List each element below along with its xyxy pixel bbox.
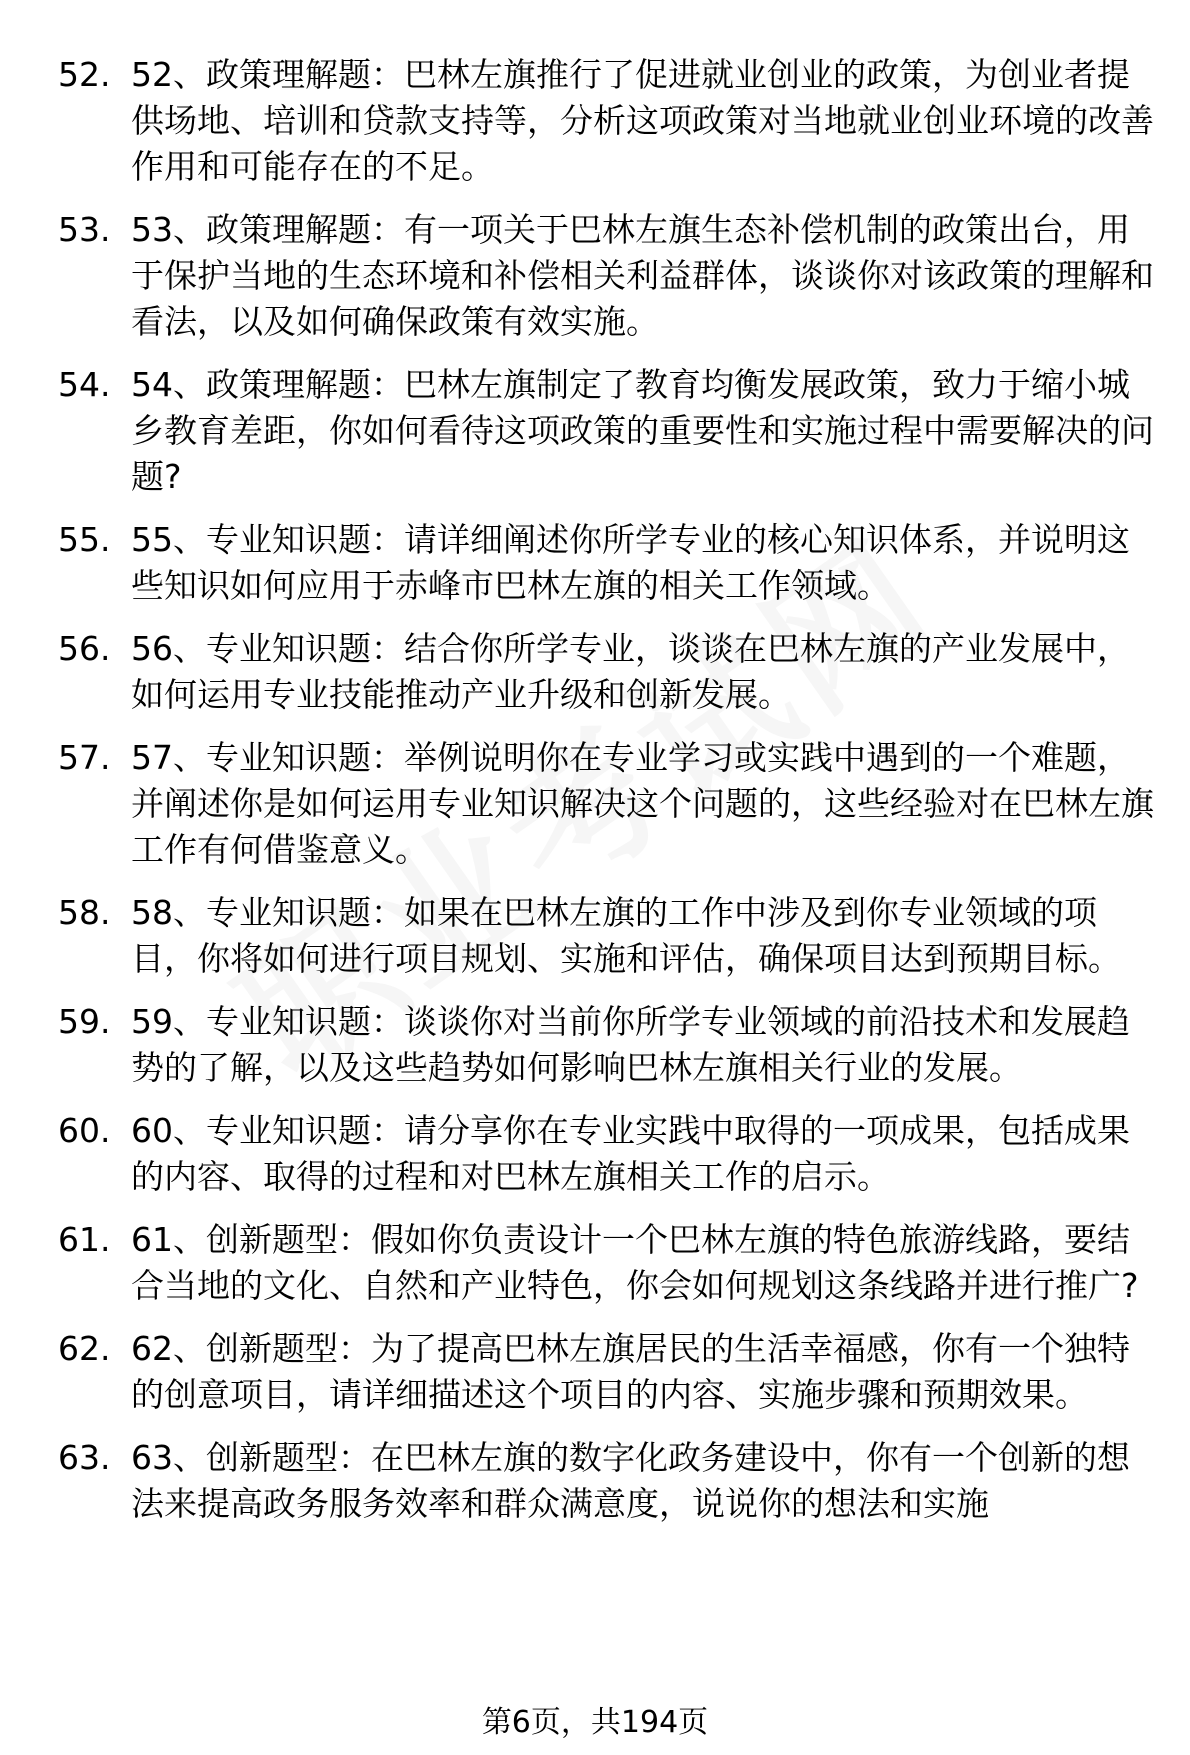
item-number: 59. [58, 1002, 111, 1041]
item-number: 62. [58, 1329, 111, 1368]
list-item [0, 1217, 1190, 1309]
list-item [0, 999, 1190, 1091]
item-text: 54、政策理解题：巴林左旗制定了教育均衡发展政策，致力于缩小城乡教育差距，你如何看待这项政策的重要性和实施过程中需要解决的问题? [131, 365, 1154, 496]
item-number: 63. [58, 1438, 111, 1477]
list-item [0, 52, 1190, 190]
item-text: 60、专业知识题：请分享你在专业实践中取得的一项成果，包括成果的内容、取得的过程和对巴林左旗相关工作的启示。 [131, 1111, 1130, 1196]
page-footer: 第6页，共194页 [481, 1705, 709, 1740]
item-text: 53、政策理解题：有一项关于巴林左旗生态补偿机制的政策出台，用于保护当地的生态环境和补偿相关利益群体，谈谈你对该政策的理解和看法，以及如何确保政策有效实施。 [131, 210, 1154, 341]
item-text: 56、专业知识题：结合你所学专业，谈谈在巴林左旗的产业发展中，如何运用专业技能推动产业升级和创新发展。 [131, 629, 1130, 714]
item-text: 62、创新题型：为了提高巴林左旗居民的生活幸福感，你有一个独特的创意项目，请详细描述这个项目的内容、实施步骤和预期效果。 [131, 1329, 1130, 1414]
item-text: 63、创新题型：在巴林左旗的数字化政务建设中，你有一个创新的想法来提高政务服务效率和群众满意度，说说你的想法和实施 [131, 1438, 1130, 1523]
item-number: 53. [58, 210, 111, 249]
item-text: 55、专业知识题：请详细阐述你所学专业的核心知识体系，并说明这些知识如何应用于赤峰市巴林左旗的相关工作领域。 [131, 520, 1130, 605]
list-item [0, 207, 1190, 345]
item-text: 58、专业知识题：如果在巴林左旗的工作中涉及到你专业领域的项目，你将如何进行项目规划、实施和评估，确保项目达到预期目标。 [131, 893, 1121, 978]
item-number: 54. [58, 365, 111, 404]
item-number: 57. [58, 738, 111, 777]
item-number: 58. [58, 893, 111, 932]
item-text: 52、政策理解题：巴林左旗推行了促进就业创业的政策，为创业者提供场地、培训和贷款支持等，分析这项政策对当地就业创业环境的改善作用和可能存在的不足。 [131, 55, 1154, 186]
list-item [0, 890, 1190, 982]
list-item [0, 626, 1190, 718]
list-item [0, 362, 1190, 500]
list-item [0, 1108, 1190, 1200]
question-list [0, 52, 1190, 1544]
item-number: 56. [58, 629, 111, 668]
list-item [0, 735, 1190, 873]
list-item [0, 517, 1190, 609]
item-number: 55. [58, 520, 111, 559]
item-number: 60. [58, 1111, 111, 1150]
item-text: 61、创新题型：假如你负责设计一个巴林左旗的特色旅游线路，要结合当地的文化、自然和产业特色，你会如何规划这条线路并进行推广? [131, 1220, 1139, 1305]
item-text: 57、专业知识题：举例说明你在专业学习或实践中遇到的一个难题，并阐述你是如何运用专业知识解决这个问题的，这些经验对在巴林左旗工作有何借鉴意义。 [131, 738, 1154, 869]
item-text: 59、专业知识题：谈谈你对当前你所学专业领域的前沿技术和发展趋势的了解，以及这些趋势如何影响巴林左旗相关行业的发展。 [131, 1002, 1130, 1087]
item-number: 52. [58, 55, 111, 94]
list-item [0, 1326, 1190, 1418]
item-number: 61. [58, 1220, 111, 1259]
list-item [0, 1435, 1190, 1527]
